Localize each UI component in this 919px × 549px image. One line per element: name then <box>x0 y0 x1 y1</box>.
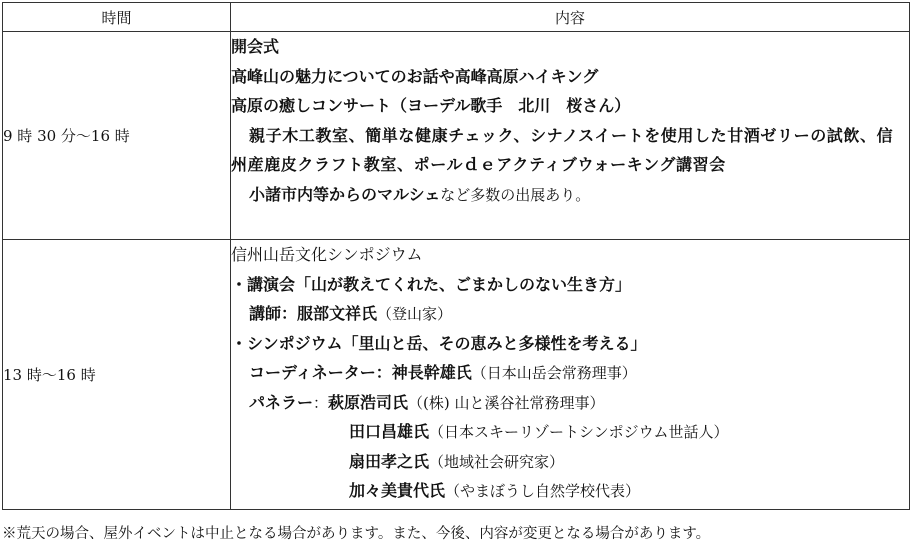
row1-time: 9 時 30 分～16 時 <box>3 32 231 240</box>
row1-content <box>231 32 910 240</box>
lecturer-label: 講師：服部文祥氏 <box>249 304 378 323</box>
panelist-line <box>231 388 909 418</box>
coordinator-line <box>231 358 909 388</box>
concert: 高原の癒しコンサート（ヨーデル歌手 北川 桜さん） <box>231 96 631 115</box>
panelist-line <box>231 417 909 447</box>
panelist-note: （やまぼうし自然学校代表） <box>445 482 641 500</box>
weather-notice: ※荒天の場合、屋外イベントは中止となる場合があります。また、今後、内容が変更となる場合があります。 <box>2 526 711 542</box>
opening-ceremony: 開会式 <box>231 37 280 56</box>
panelist-line <box>231 476 909 506</box>
workshops-paragraph: 親子木工教室、簡単な健康チェック、シナノスイートを使用した甘酒ゼリーの試飲、信州産鹿皮クラフト教室、ポールｄｅアクティブウォーキング講習会 <box>231 125 894 174</box>
lecture-line: ・講演会「山が教えてくれた、ごまかしのない生き方」 <box>231 274 632 294</box>
panelist-name: 扇田孝之氏 <box>349 451 430 471</box>
header-time: 時間 <box>3 3 231 32</box>
panel-colon: ： <box>313 393 329 412</box>
row2-time: 13 時～16 時 <box>3 240 231 510</box>
lecturer-note: （登山家） <box>377 305 453 323</box>
symposium-title: 信州山岳文化シンポジウム <box>231 245 423 264</box>
row2-content <box>231 240 910 510</box>
table-row <box>3 32 910 240</box>
symposium-line: ・シンポジウム「里山と岳、その恵みと多様性を考える」 <box>231 333 647 353</box>
coordinator-note: （日本山岳会常務理事） <box>471 364 637 382</box>
panel-label: パネラー <box>249 392 314 412</box>
header-content: 内容 <box>231 3 910 32</box>
panelist-note: （地域社会研究家） <box>429 452 565 471</box>
marche-line <box>231 180 909 210</box>
coordinator-label: コーディネーター：神長幹雄氏 <box>249 363 472 382</box>
marche-normal: など多数の出展あり。 <box>440 185 591 204</box>
panelist-name: 萩原浩司氏 <box>328 392 409 412</box>
panelist-name: 田口昌雄氏 <box>349 422 430 441</box>
table-row <box>3 240 910 510</box>
panelist-name: 加々美貴代氏 <box>349 481 446 500</box>
header-row <box>3 3 910 32</box>
panelist-line <box>231 447 909 477</box>
marche-bold: 小諸市内等からのマルシェ <box>249 184 441 204</box>
schedule-table <box>2 2 910 510</box>
talk-and-hiking: 高峰山の魅力についてのお話や高峰高原ハイキング <box>231 66 599 86</box>
panelist-note: （(株) 山と溪谷社常務理事） <box>408 393 605 412</box>
panelist-note: （日本スキーリゾートシンポジウム世話人） <box>429 423 729 441</box>
lecturer-line <box>231 299 909 329</box>
